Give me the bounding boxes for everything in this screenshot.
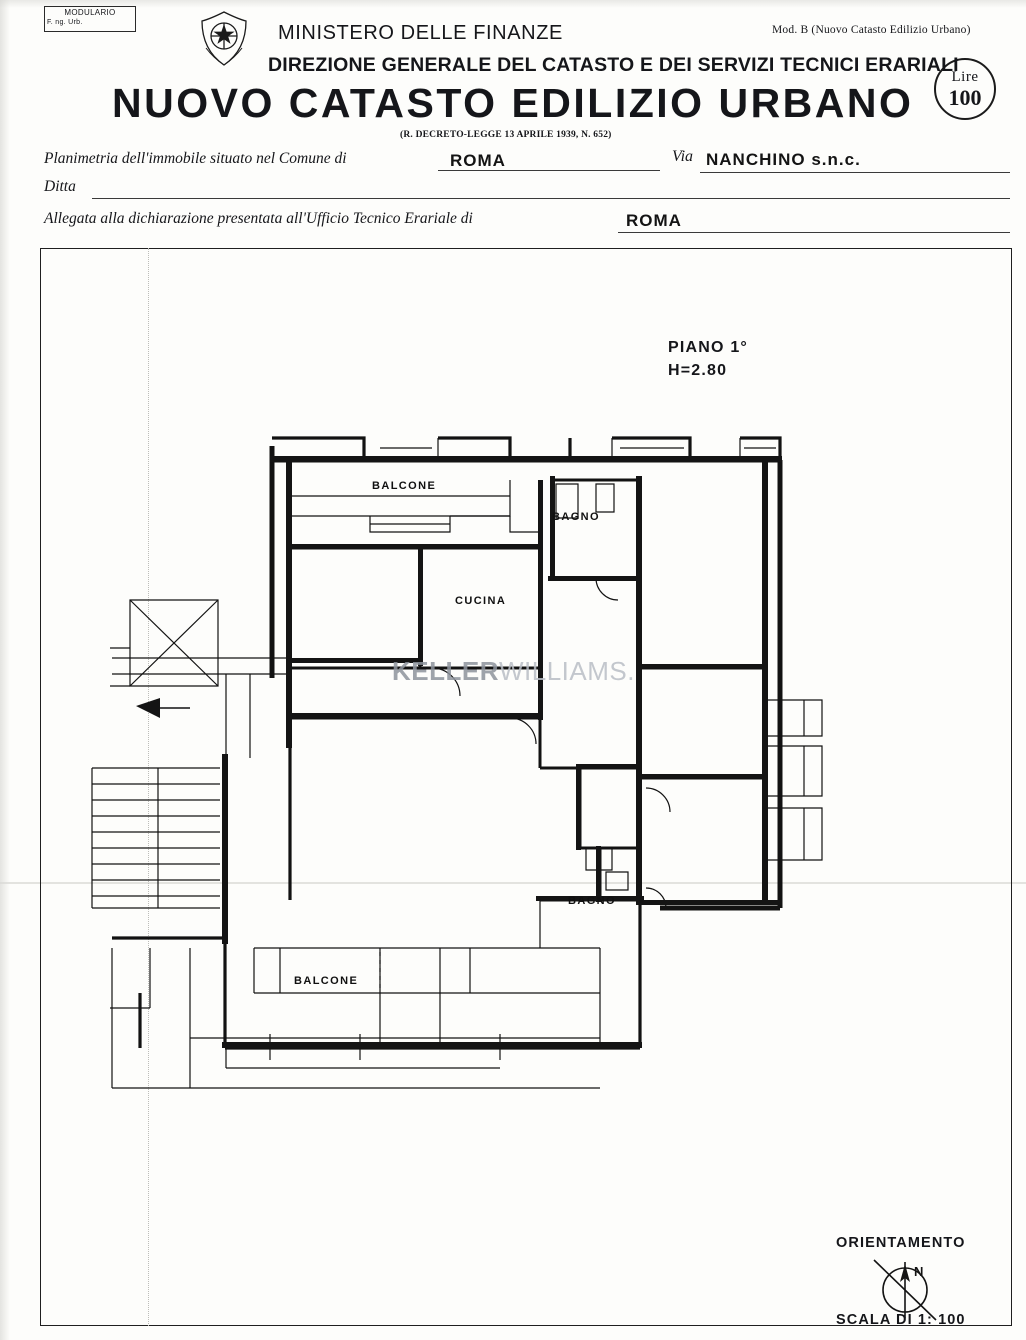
modulario-box	[44, 6, 136, 32]
ufficio-label: Allegata alla dichiarazione presentata all'Ufficio Tecnico Erariale di	[44, 210, 473, 227]
modulario-line2: F. ng. Urb.	[47, 19, 83, 26]
via-label: Via	[672, 148, 694, 165]
comune-value: ROMA	[450, 151, 506, 170]
scale-label: SCALA DI 1: 100	[836, 1312, 966, 1328]
room-label-bagno-bottom: BAGNO	[568, 895, 616, 907]
watermark-light: WILLIAMS.	[499, 656, 635, 686]
svg-text:N: N	[914, 1264, 924, 1279]
scan-edge-left	[0, 0, 10, 1340]
ufficio-value: ROMA	[626, 211, 682, 230]
ditta-label: Ditta	[44, 178, 76, 195]
mod-b-note: Mod. B (Nuovo Catasto Edilizio Urbano)	[772, 24, 971, 36]
room-label-bagno-top: BAGNO	[552, 511, 600, 523]
scan-edge-top	[0, 0, 1026, 8]
orientation-label: ORIENTAMENTO	[836, 1235, 966, 1251]
republic-emblem-icon	[196, 8, 252, 70]
room-label-balcone-top: BALCONE	[372, 480, 437, 492]
lire-amount: 100	[948, 85, 982, 110]
comune-label: Planimetria dell'immobile situato nel Comune di	[44, 150, 347, 167]
lire-currency-label: Lire	[951, 69, 979, 85]
via-rule	[700, 172, 1010, 173]
room-label-cucina: CUCINA	[455, 595, 507, 607]
direction-heading: DIREZIONE GENERALE DEL CATASTO E DEI SERVIZI TECNICI ERARIALI	[268, 54, 959, 76]
modulario-line1: MODULARIO	[64, 8, 116, 17]
height-note: H=2.80	[668, 362, 728, 380]
watermark-bold: KELLER	[392, 656, 499, 686]
ufficio-rule	[618, 232, 1010, 233]
floor-plan-drawing	[40, 248, 1012, 1326]
floor-note: PIANO 1°	[668, 339, 749, 356]
document-title: NUOVO CATASTO EDILIZIO URBANO	[112, 80, 914, 126]
decree-reference: (R. DECRETO-LEGGE 13 APRILE 1939, N. 652)	[400, 130, 612, 140]
ministry-heading: MINISTERO DELLE FINANZE	[278, 22, 563, 44]
room-label-balcone-bottom: BALCONE	[294, 975, 359, 987]
ditta-rule	[92, 198, 1010, 199]
via-value: NANCHINO s.n.c.	[706, 150, 861, 169]
